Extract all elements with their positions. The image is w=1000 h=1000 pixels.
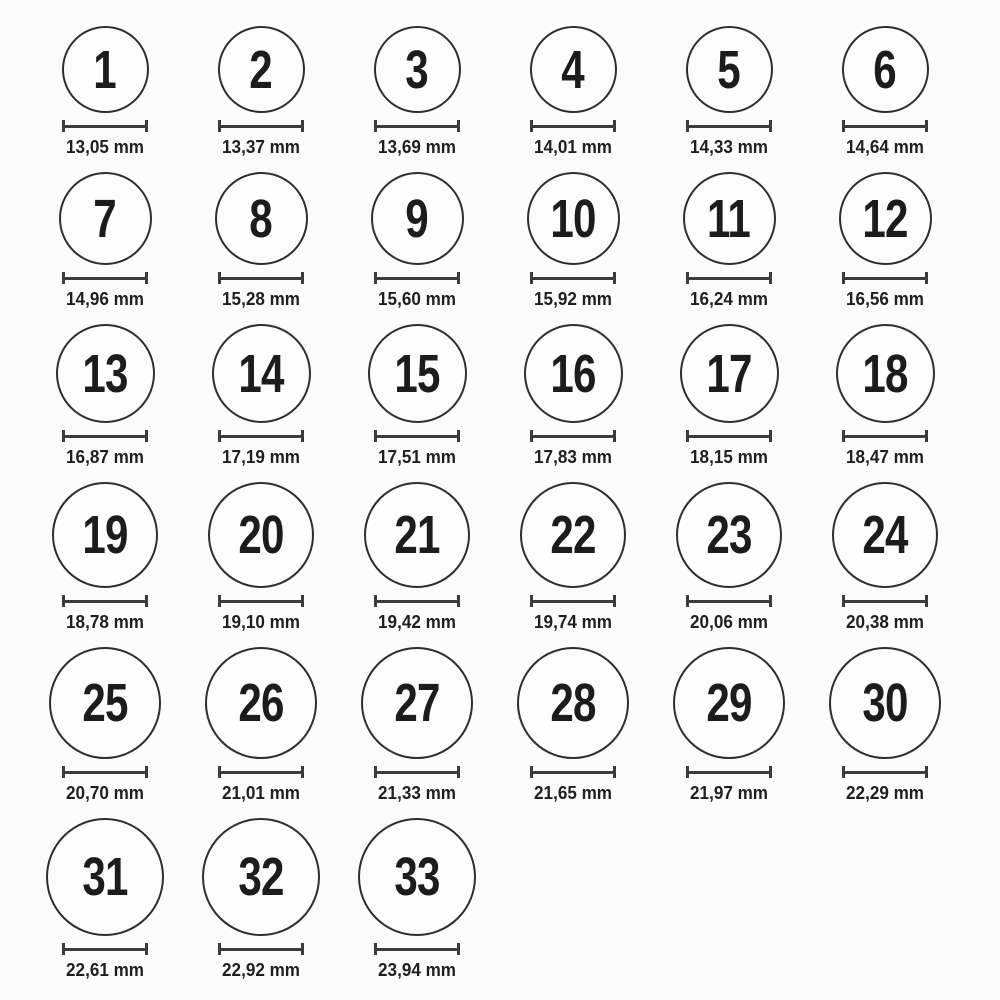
ring-size-cell: [807, 647, 963, 803]
diameter-measure-line: [530, 430, 616, 442]
ring-size-number: 14: [238, 343, 284, 404]
diameter-measure-line: [842, 120, 928, 132]
ring-size-number: 6: [873, 39, 897, 100]
ring-size-cell: [495, 26, 651, 157]
ring-circle: [527, 172, 620, 265]
ring-size-cell: [807, 324, 963, 467]
ring-size-cell: [651, 26, 807, 157]
diameter-measure-line: [62, 766, 148, 778]
ring-circle: [836, 324, 935, 423]
ring-circle: [361, 647, 473, 759]
ring-size-cell: [27, 818, 183, 980]
ring-size-cell: [651, 172, 807, 309]
ring-circle: [52, 482, 158, 588]
diameter-label: 17,51 mm: [378, 447, 456, 467]
ring-size-number: 9: [405, 188, 429, 249]
ring-circle: [832, 482, 938, 588]
ring-size-cell: [807, 482, 963, 632]
diameter-label: 17,83 mm: [534, 447, 612, 467]
diameter-label: 20,06 mm: [690, 612, 768, 632]
diameter-label: 20,70 mm: [66, 783, 144, 803]
ring-circle: [842, 26, 929, 113]
ring-size-number: 24: [862, 505, 908, 565]
ring-size-number: 19: [82, 505, 128, 565]
ring-circle: [829, 647, 941, 759]
diameter-label: 14,01 mm: [534, 137, 612, 157]
ring-circle: [62, 26, 149, 113]
ring-circle: [59, 172, 152, 265]
ring-circle: [520, 482, 626, 588]
ring-size-number: 13: [82, 343, 128, 404]
ring-size-number: 11: [707, 188, 751, 249]
diameter-label: 14,64 mm: [846, 137, 924, 157]
ring-size-number: 7: [93, 188, 117, 249]
diameter-label: 22,29 mm: [846, 783, 924, 803]
ring-circle: [839, 172, 932, 265]
diameter-measure-line: [530, 766, 616, 778]
diameter-label: 18,15 mm: [690, 447, 768, 467]
ring-size-cell: [807, 26, 963, 157]
ring-circle: [680, 324, 779, 423]
ring-circle: [676, 482, 782, 588]
diameter-label: 19,10 mm: [222, 612, 300, 632]
ring-size-number: 15: [394, 343, 440, 404]
ring-size-number: 18: [862, 343, 908, 404]
ring-circle: [530, 26, 617, 113]
ring-circle: [215, 172, 308, 265]
ring-size-number: 16: [550, 343, 596, 404]
diameter-label: 21,97 mm: [690, 783, 768, 803]
diameter-label: 18,78 mm: [66, 612, 144, 632]
diameter-measure-line: [62, 595, 148, 607]
ring-size-cell: [339, 26, 495, 157]
ring-size-number: 4: [561, 39, 585, 100]
ring-circle: [218, 26, 305, 113]
ring-size-cell: [339, 647, 495, 803]
ring-size-number: 3: [405, 39, 429, 100]
diameter-label: 15,28 mm: [222, 289, 300, 309]
diameter-label: 21,33 mm: [378, 783, 456, 803]
diameter-measure-line: [530, 595, 616, 607]
ring-size-cell: [651, 647, 807, 803]
diameter-measure-line: [374, 943, 460, 955]
ring-circle: [56, 324, 155, 423]
diameter-measure-line: [218, 120, 304, 132]
ring-size-number: 1: [93, 39, 117, 100]
ring-circle: [212, 324, 311, 423]
ring-size-row: [27, 172, 980, 309]
diameter-label: 16,87 mm: [66, 447, 144, 467]
ring-size-number: 5: [717, 39, 741, 100]
ring-size-cell: [27, 172, 183, 309]
ring-size-number: 28: [550, 673, 596, 733]
diameter-measure-line: [218, 943, 304, 955]
ring-size-cell: [495, 482, 651, 632]
ring-circle: [374, 26, 461, 113]
ring-size-cell: [339, 324, 495, 467]
ring-size-cell: [183, 482, 339, 632]
diameter-label: 21,01 mm: [222, 783, 300, 803]
ring-size-cell: [495, 647, 651, 803]
diameter-measure-line: [62, 120, 148, 132]
ring-circle: [517, 647, 629, 759]
ring-size-number: 12: [862, 188, 908, 249]
ring-size-cell: [495, 172, 651, 309]
ring-size-cell: [339, 818, 495, 980]
ring-size-row: [27, 324, 980, 467]
diameter-measure-line: [530, 272, 616, 284]
ring-size-row: [27, 26, 980, 157]
diameter-measure-line: [62, 430, 148, 442]
ring-size-cell: [183, 324, 339, 467]
diameter-label: 15,92 mm: [534, 289, 612, 309]
ring-size-cell: [27, 482, 183, 632]
diameter-measure-line: [842, 272, 928, 284]
diameter-label: 18,47 mm: [846, 447, 924, 467]
diameter-measure-line: [374, 120, 460, 132]
diameter-measure-line: [62, 943, 148, 955]
ring-circle: [358, 818, 476, 936]
ring-size-row: [27, 482, 980, 632]
diameter-label: 14,96 mm: [66, 289, 144, 309]
ring-size-cell: [651, 482, 807, 632]
diameter-label: 19,74 mm: [534, 612, 612, 632]
diameter-measure-line: [374, 430, 460, 442]
diameter-measure-line: [530, 120, 616, 132]
ring-size-number: 21: [394, 505, 440, 565]
diameter-measure-line: [686, 595, 772, 607]
ring-circle: [364, 482, 470, 588]
ring-size-number: 33: [394, 847, 440, 907]
ring-size-cell: [495, 324, 651, 467]
ring-size-row: [27, 647, 980, 803]
ring-size-cell: [183, 818, 339, 980]
ring-size-number: 8: [249, 188, 273, 249]
diameter-label: 19,42 mm: [378, 612, 456, 632]
ring-size-number: 29: [706, 673, 752, 733]
ring-size-number: 17: [706, 343, 752, 404]
ring-size-cell: [183, 172, 339, 309]
diameter-label: 17,19 mm: [222, 447, 300, 467]
diameter-measure-line: [686, 766, 772, 778]
ring-size-number: 32: [238, 847, 284, 907]
diameter-measure-line: [842, 766, 928, 778]
ring-size-row: [27, 818, 980, 980]
ring-size-cell: [651, 324, 807, 467]
diameter-label: 14,33 mm: [690, 137, 768, 157]
diameter-measure-line: [842, 430, 928, 442]
diameter-measure-line: [218, 272, 304, 284]
diameter-label: 13,37 mm: [222, 137, 300, 157]
ring-size-number: 26: [238, 673, 284, 733]
ring-size-number: 31: [82, 847, 128, 907]
ring-size-number: 30: [862, 673, 908, 733]
ring-circle: [673, 647, 785, 759]
diameter-label: 16,56 mm: [846, 289, 924, 309]
ring-circle: [683, 172, 776, 265]
ring-size-number: 22: [550, 505, 596, 565]
diameter-label: 22,61 mm: [66, 960, 144, 980]
ring-size-number: 2: [249, 39, 273, 100]
ring-circle: [49, 647, 161, 759]
ring-circle: [368, 324, 467, 423]
ring-size-cell: [339, 482, 495, 632]
ring-size-number: 20: [238, 505, 284, 565]
diameter-measure-line: [374, 766, 460, 778]
ring-circle: [46, 818, 164, 936]
ring-size-cell: [27, 324, 183, 467]
diameter-measure-line: [218, 430, 304, 442]
ring-size-cell: [183, 26, 339, 157]
diameter-measure-line: [218, 766, 304, 778]
ring-circle: [208, 482, 314, 588]
diameter-label: 22,92 mm: [222, 960, 300, 980]
ring-size-number: 25: [82, 673, 128, 733]
diameter-measure-line: [842, 595, 928, 607]
diameter-measure-line: [686, 120, 772, 132]
ring-size-cell: [27, 26, 183, 157]
ring-circle: [371, 172, 464, 265]
diameter-label: 20,38 mm: [846, 612, 924, 632]
ring-circle: [524, 324, 623, 423]
diameter-label: 23,94 mm: [378, 960, 456, 980]
ring-size-cell: [27, 647, 183, 803]
diameter-measure-line: [62, 272, 148, 284]
ring-size-cell: [807, 172, 963, 309]
diameter-label: 13,69 mm: [378, 137, 456, 157]
ring-size-cell: [183, 647, 339, 803]
ring-size-number: 10: [550, 188, 596, 249]
diameter-label: 21,65 mm: [534, 783, 612, 803]
ring-size-number: 23: [706, 505, 752, 565]
diameter-measure-line: [374, 595, 460, 607]
diameter-label: 13,05 mm: [66, 137, 144, 157]
diameter-measure-line: [686, 272, 772, 284]
diameter-measure-line: [686, 430, 772, 442]
ring-circle: [202, 818, 320, 936]
diameter-measure-line: [374, 272, 460, 284]
ring-circle: [205, 647, 317, 759]
ring-circle: [686, 26, 773, 113]
diameter-label: 15,60 mm: [378, 289, 456, 309]
diameter-measure-line: [218, 595, 304, 607]
ring-size-cell: [339, 172, 495, 309]
ring-size-number: 27: [394, 673, 440, 733]
diameter-label: 16,24 mm: [690, 289, 768, 309]
